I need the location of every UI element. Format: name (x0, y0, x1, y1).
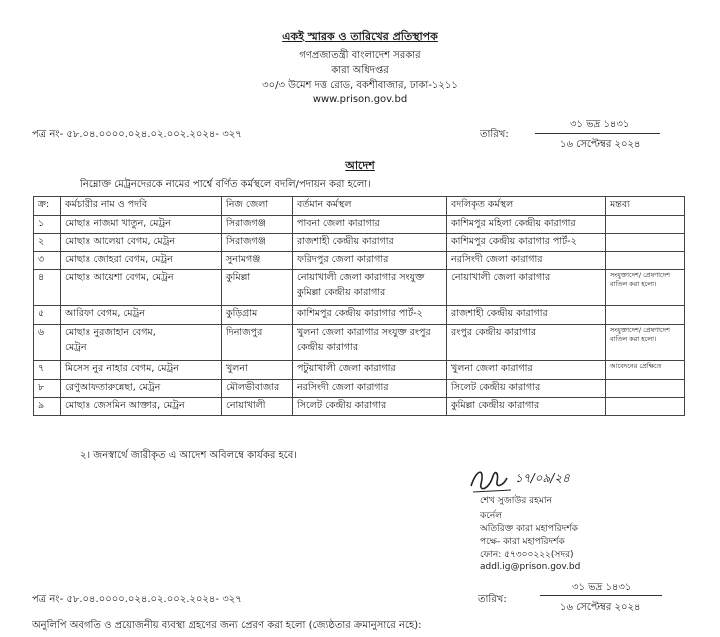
row-current: ফরিদপুর জেলা কারাগার (293, 252, 447, 270)
footer-date-bangla: ৩১ ভদ্র ১৪৩১ (572, 582, 632, 593)
signer-email[interactable]: addl.ig@prison.gov.bd (480, 562, 581, 572)
row-current (293, 270, 447, 306)
signer-phone: ফোন: ৫৭৩০০২২২(সদর) (480, 550, 574, 560)
replacement-title: একই স্মারক ও তারিখের প্রতিস্থাপক (282, 30, 438, 43)
row-name: মিসেস নুর নাহার বেগম, মেট্রন (61, 361, 222, 380)
row-serial: ৭ (34, 361, 61, 380)
effect-paragraph: ২। জনস্বার্থে জারীকৃত এ আদেশ অবিলম্বে কার্যকর হবে। (80, 450, 297, 461)
row-transfer: নোয়াখালী জেলা কারাগার (447, 270, 606, 306)
table-row (34, 234, 685, 252)
row-district: সিরাজগঞ্জ (222, 216, 293, 234)
row-current-line2: কুমিল্লা কেন্দ্রীয় কারাগার (297, 287, 386, 298)
row-remarks: আবেদনের প্রেক্ষিতে (606, 361, 685, 380)
signer-on-behalf: পক্ষে- কারা মহাপরিদর্শক (480, 537, 565, 547)
row-district: মৌলভীবাজার (222, 380, 293, 398)
table-row (34, 398, 685, 416)
row-current-line2: কেন্দ্রীয় কারাগার (297, 342, 359, 353)
row-transfer: খুলনা জেলা কারাগার (447, 361, 606, 380)
memo-ref-number: পত্র নং- ৫৮.০৪.০০০০.০২৪.০২.০০২.২০২৪- ৩২৭ (32, 129, 242, 140)
row-serial: ৮ (34, 380, 61, 398)
row-transfer: কাশিমপুর কেন্দ্রীয় কারাগার পার্ট-২ (447, 234, 606, 252)
row-current: পটুয়াখালী জেলা কারাগার (293, 361, 447, 380)
table-row (34, 306, 685, 325)
row-transfer: নরসিংদী জেলা কারাগার (447, 252, 606, 270)
row-name-line1: মোছাঃ নুরজাহান বেগম, (65, 327, 156, 338)
row-district: কুড়িগ্রাম (222, 306, 293, 325)
signer-name: শেখ সুজাউর রহমান (480, 496, 552, 506)
row-transfer: কুমিল্লা কেন্দ্রীয় কারাগার (447, 398, 606, 416)
footer-ref-number: পত্র নং- ৫৮.০৪.০০০০.০২৪.০২.০০২.২০২৪- ৩২৭ (32, 594, 242, 605)
table-row (34, 252, 685, 270)
row-current-line1: খুলনা জেলা কারাগার সংযুক্ত রংপুর (297, 327, 431, 338)
row-district: কুমিল্লা (222, 270, 293, 306)
row-name: মোছাঃ জোহরা বেগম, মেট্রন (61, 252, 222, 270)
row-name: আরিফা বেগম, মেট্রন (61, 306, 222, 325)
row-name: রেণুআফতারুন্নেছা, মেট্রন (61, 380, 222, 398)
row-current (293, 325, 447, 361)
table-header-row (34, 197, 685, 216)
row-transfer: কাশিমপুর মহিলা কেন্দ্রীয় কারাগার (447, 216, 606, 234)
government-name: গণপ্রজাতন্ত্রী বাংলাদেশ সরকার (299, 50, 421, 61)
row-serial: ৬ (34, 325, 61, 361)
row-remarks (606, 234, 685, 252)
row-district: দিনাজপুর (222, 325, 293, 361)
row-name (61, 325, 222, 361)
row-name: মোছাঃ নাজমা খাতুন, মেট্রন (61, 216, 222, 234)
table-row (34, 325, 685, 361)
row-remarks (606, 380, 685, 398)
row-serial: ৩ (34, 252, 61, 270)
footer-date-label: তারিখ: (478, 594, 507, 605)
row-name-line2: মেট্রন (65, 342, 87, 353)
footer-date-english: ১৬ সেপ্টেম্বর ২০২৪ (560, 602, 641, 613)
order-title: আদেশ (345, 159, 375, 172)
row-name: মোছাঃ আয়েশা বেগম, মেট্রন (61, 270, 222, 306)
row-district: খুলনা (222, 361, 293, 380)
memo-date-bangla: ৩১ ভদ্র ১৪৩১ (570, 119, 630, 130)
row-remarks: সংযুক্তাদেশ/ প্রেষণাদেশ বাতিল করা হলো। (606, 270, 685, 306)
memo-date-divider (535, 133, 660, 134)
row-remarks (606, 398, 685, 416)
row-current-line1: নোয়াখালী জেলা কারাগার সংযুক্ত (297, 272, 425, 283)
row-serial: ১ (34, 216, 61, 234)
row-district: সুনামগঞ্জ (222, 252, 293, 270)
col-remarks: মন্তব্য (606, 197, 685, 216)
row-current: কাশিমপুর কেন্দ্রীয় কারাগার পার্ট-২ (293, 306, 447, 325)
row-remarks: সংযুক্তাদেশ/ প্রেষণাদেশ বাতিল করা হলো। (606, 325, 685, 361)
row-transfer: রাজশাহী কেন্দ্রীয় কারাগার (447, 306, 606, 325)
col-home-district: নিজ জেলা (222, 197, 293, 216)
col-name: কর্মচারীর নাম ও পদবি (61, 197, 222, 216)
row-name: মোছাঃ আলেয়া বেগম, মেট্রন (61, 234, 222, 252)
memo-date-label: তারিখ: (480, 129, 509, 140)
row-serial: ২ (34, 234, 61, 252)
col-transfer-posting: বদলিকৃত কর্মস্থল (447, 197, 606, 216)
row-current: পাবনা জেলা কারাগার (293, 216, 447, 234)
table-row (34, 216, 685, 234)
row-serial: ৫ (34, 306, 61, 325)
row-district: নোয়াখালী (222, 398, 293, 416)
table-row (34, 361, 685, 380)
row-name: মোছাঃ জেসমিন আক্তার, মেট্রন (61, 398, 222, 416)
signer-rank: কর্নেল (480, 511, 502, 521)
col-current-posting: বর্তমান কর্মস্থল (293, 197, 447, 216)
department-name: কারা অধিদপ্তর (331, 65, 389, 76)
row-remarks (606, 216, 685, 234)
row-transfer: রংপুর কেন্দ্রীয় কারাগার (447, 325, 606, 361)
transfer-table (33, 196, 685, 416)
row-serial: ৯ (34, 398, 61, 416)
signature-date: ১৭/০৯/২৪ (515, 471, 570, 485)
website-link[interactable]: www.prison.gov.bd (312, 94, 408, 105)
col-serial: ক্র: (34, 197, 61, 216)
order-intro: নিম্নোক্ত মেট্রনদেরকে নামের পার্শ্বে বর্ণিত কর্মস্থলে বদলি/পদায়ন করা হলো। (80, 179, 371, 190)
row-current: নরসিংদী জেলা কারাগার (293, 380, 447, 398)
row-district: সিরাজগঞ্জ (222, 234, 293, 252)
row-remarks (606, 306, 685, 325)
row-current: রাজশাহী কেন্দ্রীয় কারাগার (293, 234, 447, 252)
memo-date-english: ১৬ সেপ্টেম্বর ২০২৪ (560, 139, 641, 150)
table-row (34, 380, 685, 398)
row-current: সিলেট কেন্দ্রীয় কারাগার (293, 398, 447, 416)
copy-distribution-note: অনুলিপি অবগতি ও প্রয়োজনীয় ব্যবস্থা গ্রহণের জন্য প্রেরণ করা হলো (জ্যেষ্ঠতার ক্রমানুসারে নহে): (32, 620, 422, 631)
footer-date-divider (540, 595, 662, 596)
row-transfer: সিলেট কেন্দ্রীয় কারাগার (447, 380, 606, 398)
row-remarks (606, 252, 685, 270)
signer-title: অতিরিক্ত কারা মহাপরিদর্শক (480, 524, 578, 534)
row-serial: ৪ (34, 270, 61, 306)
office-address: ৩০/৩ উমেশ দত্ত রোড, বকশীবাজার, ঢাকা-১২১১ (262, 80, 458, 91)
table-row (34, 270, 685, 306)
